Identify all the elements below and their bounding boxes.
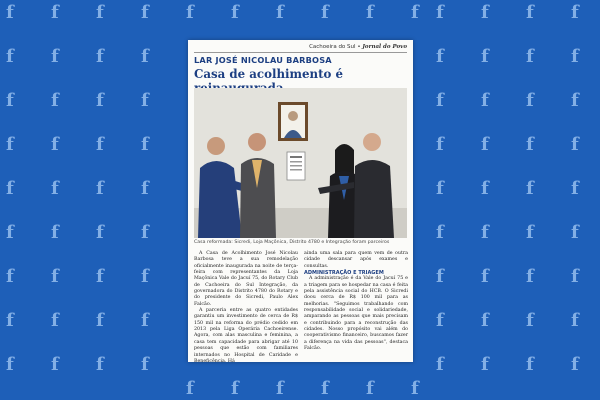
pattern-glyph: f: [6, 46, 14, 67]
masthead-paper: Jornal do Povo: [362, 44, 407, 50]
pattern-glyph: f: [51, 310, 59, 331]
section-subhead: ADMINISTRAÇÃO E TRIAGEM: [304, 270, 384, 277]
pattern-glyph: f: [526, 134, 534, 155]
masthead-city: Cachoeira do Sul: [309, 44, 356, 50]
pattern-glyph: f: [186, 2, 194, 23]
article-paragraph: A parceria entre as quatro entidades garantiu um investimento de cerca de R$ 150 mil na reforma do prédio cedido em 2013 pela Liga Operária Cachoeirense. Agora, com alas masculina e feminina, a casa tem capacidade para abrigar até 10 pessoas que estão com familiares internados no Hospital de Caridade e Beneficência. Há: [194, 308, 298, 362]
pattern-glyph: f: [481, 354, 489, 375]
pattern-glyph: f: [6, 310, 14, 331]
pattern-glyph: f: [436, 46, 444, 67]
pattern-glyph: f: [366, 378, 374, 399]
pattern-glyph: f: [571, 46, 579, 67]
pattern-glyph: f: [436, 266, 444, 287]
group-photo-icon: [194, 88, 407, 238]
pattern-glyph: f: [141, 2, 149, 23]
pattern-glyph: f: [526, 2, 534, 23]
pattern-glyph: f: [481, 310, 489, 331]
pattern-glyph: f: [321, 378, 329, 399]
pattern-glyph: f: [276, 378, 284, 399]
pattern-glyph: f: [571, 178, 579, 199]
pattern-glyph: f: [6, 178, 14, 199]
pattern-glyph: f: [231, 2, 239, 23]
pattern-glyph: f: [6, 266, 14, 287]
pattern-glyph: f: [481, 222, 489, 243]
pattern-glyph: f: [526, 90, 534, 111]
pattern-glyph: f: [51, 46, 59, 67]
pattern-glyph: f: [96, 354, 104, 375]
pattern-glyph: f: [51, 2, 59, 23]
pattern-glyph: f: [141, 266, 149, 287]
pattern-glyph: f: [571, 266, 579, 287]
pattern-glyph: f: [6, 2, 14, 23]
pattern-glyph: f: [6, 222, 14, 243]
pattern-glyph: f: [436, 90, 444, 111]
pattern-glyph: f: [571, 2, 579, 23]
headline: Casa de acolhimento é: [194, 67, 344, 81]
pattern-glyph: f: [141, 310, 149, 331]
pattern-glyph: f: [141, 222, 149, 243]
pattern-glyph: f: [96, 90, 104, 111]
pattern-glyph: f: [436, 2, 444, 23]
pattern-glyph: f: [366, 2, 374, 23]
article-paragraph: A administração é da Vale do Jacuí 75 e a triagem para se hospedar na casa é feita pela assistência social do HCB. O Sicredi doou cerca de R$ 100 mil para as melhorias. "Seguimos trabalhando com responsabilidade social e solidariedade, amparando as pessoas que mais precisam e contribuindo para a reconstrução das cidades. Nosso propósito vai além do cooperativismo financeiro, buscamos fazer a diferença na vida das pessoas", destaca Falcão.: [304, 276, 408, 352]
pattern-glyph: f: [411, 2, 419, 23]
pattern-glyph: f: [186, 378, 194, 399]
pattern-glyph: f: [51, 354, 59, 375]
pattern-glyph: f: [436, 134, 444, 155]
article-paragraph: ainda uma sala para quem vem de outra cidade descansar após exames e consultas.: [304, 251, 408, 269]
masthead-separator: •: [357, 44, 361, 50]
pattern-glyph: f: [96, 222, 104, 243]
group-photo: [194, 88, 407, 238]
pattern-glyph: f: [481, 266, 489, 287]
pattern-glyph: f: [571, 310, 579, 331]
article-column-right: [304, 251, 408, 353]
pattern-glyph: f: [321, 2, 329, 23]
article-paragraph: A Casa de Acolhimento José Nicolau Barbosa teve a sua remodelação oficialmente inaugurada na noite de terça-feira com representantes da Loja Maçônica Vale do Jacuí 75, do Rotary Club de Cachoeira do Sul Integração, da governadora do Distrito 4780 do Rotary e do presidente do Sicredi, Paulo Alex Falcão.: [194, 251, 298, 307]
pattern-glyph: f: [141, 46, 149, 67]
newspaper-clipping: [188, 40, 413, 362]
pattern-glyph: f: [6, 90, 14, 111]
pattern-glyph: f: [526, 354, 534, 375]
pattern-glyph: f: [571, 134, 579, 155]
pattern-glyph: f: [481, 2, 489, 23]
pattern-glyph: f: [96, 2, 104, 23]
pattern-glyph: f: [96, 46, 104, 67]
pattern-glyph: f: [141, 134, 149, 155]
pattern-glyph: f: [6, 354, 14, 375]
pattern-glyph: f: [141, 178, 149, 199]
pattern-glyph: f: [51, 222, 59, 243]
pattern-glyph: f: [96, 310, 104, 331]
pattern-glyph: f: [141, 354, 149, 375]
pattern-glyph: f: [436, 222, 444, 243]
pattern-glyph: f: [526, 266, 534, 287]
pattern-glyph: f: [141, 90, 149, 111]
masthead-rule: [194, 52, 407, 53]
pattern-glyph: f: [51, 266, 59, 287]
pattern-glyph: f: [571, 222, 579, 243]
article-column-left: [194, 251, 298, 362]
pattern-glyph: f: [276, 2, 284, 23]
pattern-glyph: f: [231, 378, 239, 399]
pattern-glyph: f: [436, 310, 444, 331]
pattern-glyph: f: [411, 378, 419, 399]
pattern-glyph: f: [481, 90, 489, 111]
pattern-glyph: f: [571, 354, 579, 375]
pattern-glyph: f: [526, 178, 534, 199]
pattern-glyph: f: [571, 90, 579, 111]
pattern-glyph: f: [6, 134, 14, 155]
pattern-glyph: f: [51, 178, 59, 199]
pattern-glyph: f: [96, 266, 104, 287]
pattern-glyph: f: [481, 46, 489, 67]
pattern-glyph: f: [51, 134, 59, 155]
pattern-glyph: f: [51, 90, 59, 111]
pattern-glyph: f: [481, 178, 489, 199]
pattern-glyph: f: [96, 178, 104, 199]
kicker: LAR JOSÉ NICOLAU BARBOSA: [194, 55, 332, 65]
masthead: [194, 42, 407, 52]
photo-caption: Casa reformada: Sicredi, Loja Maçônica, Distrito 4780 e Integração foram parceiros: [194, 240, 390, 245]
pattern-glyph: f: [526, 310, 534, 331]
pattern-glyph: f: [436, 354, 444, 375]
pattern-glyph: f: [96, 134, 104, 155]
pattern-glyph: f: [436, 178, 444, 199]
pattern-glyph: f: [481, 134, 489, 155]
pattern-glyph: f: [526, 46, 534, 67]
pattern-glyph: f: [526, 222, 534, 243]
